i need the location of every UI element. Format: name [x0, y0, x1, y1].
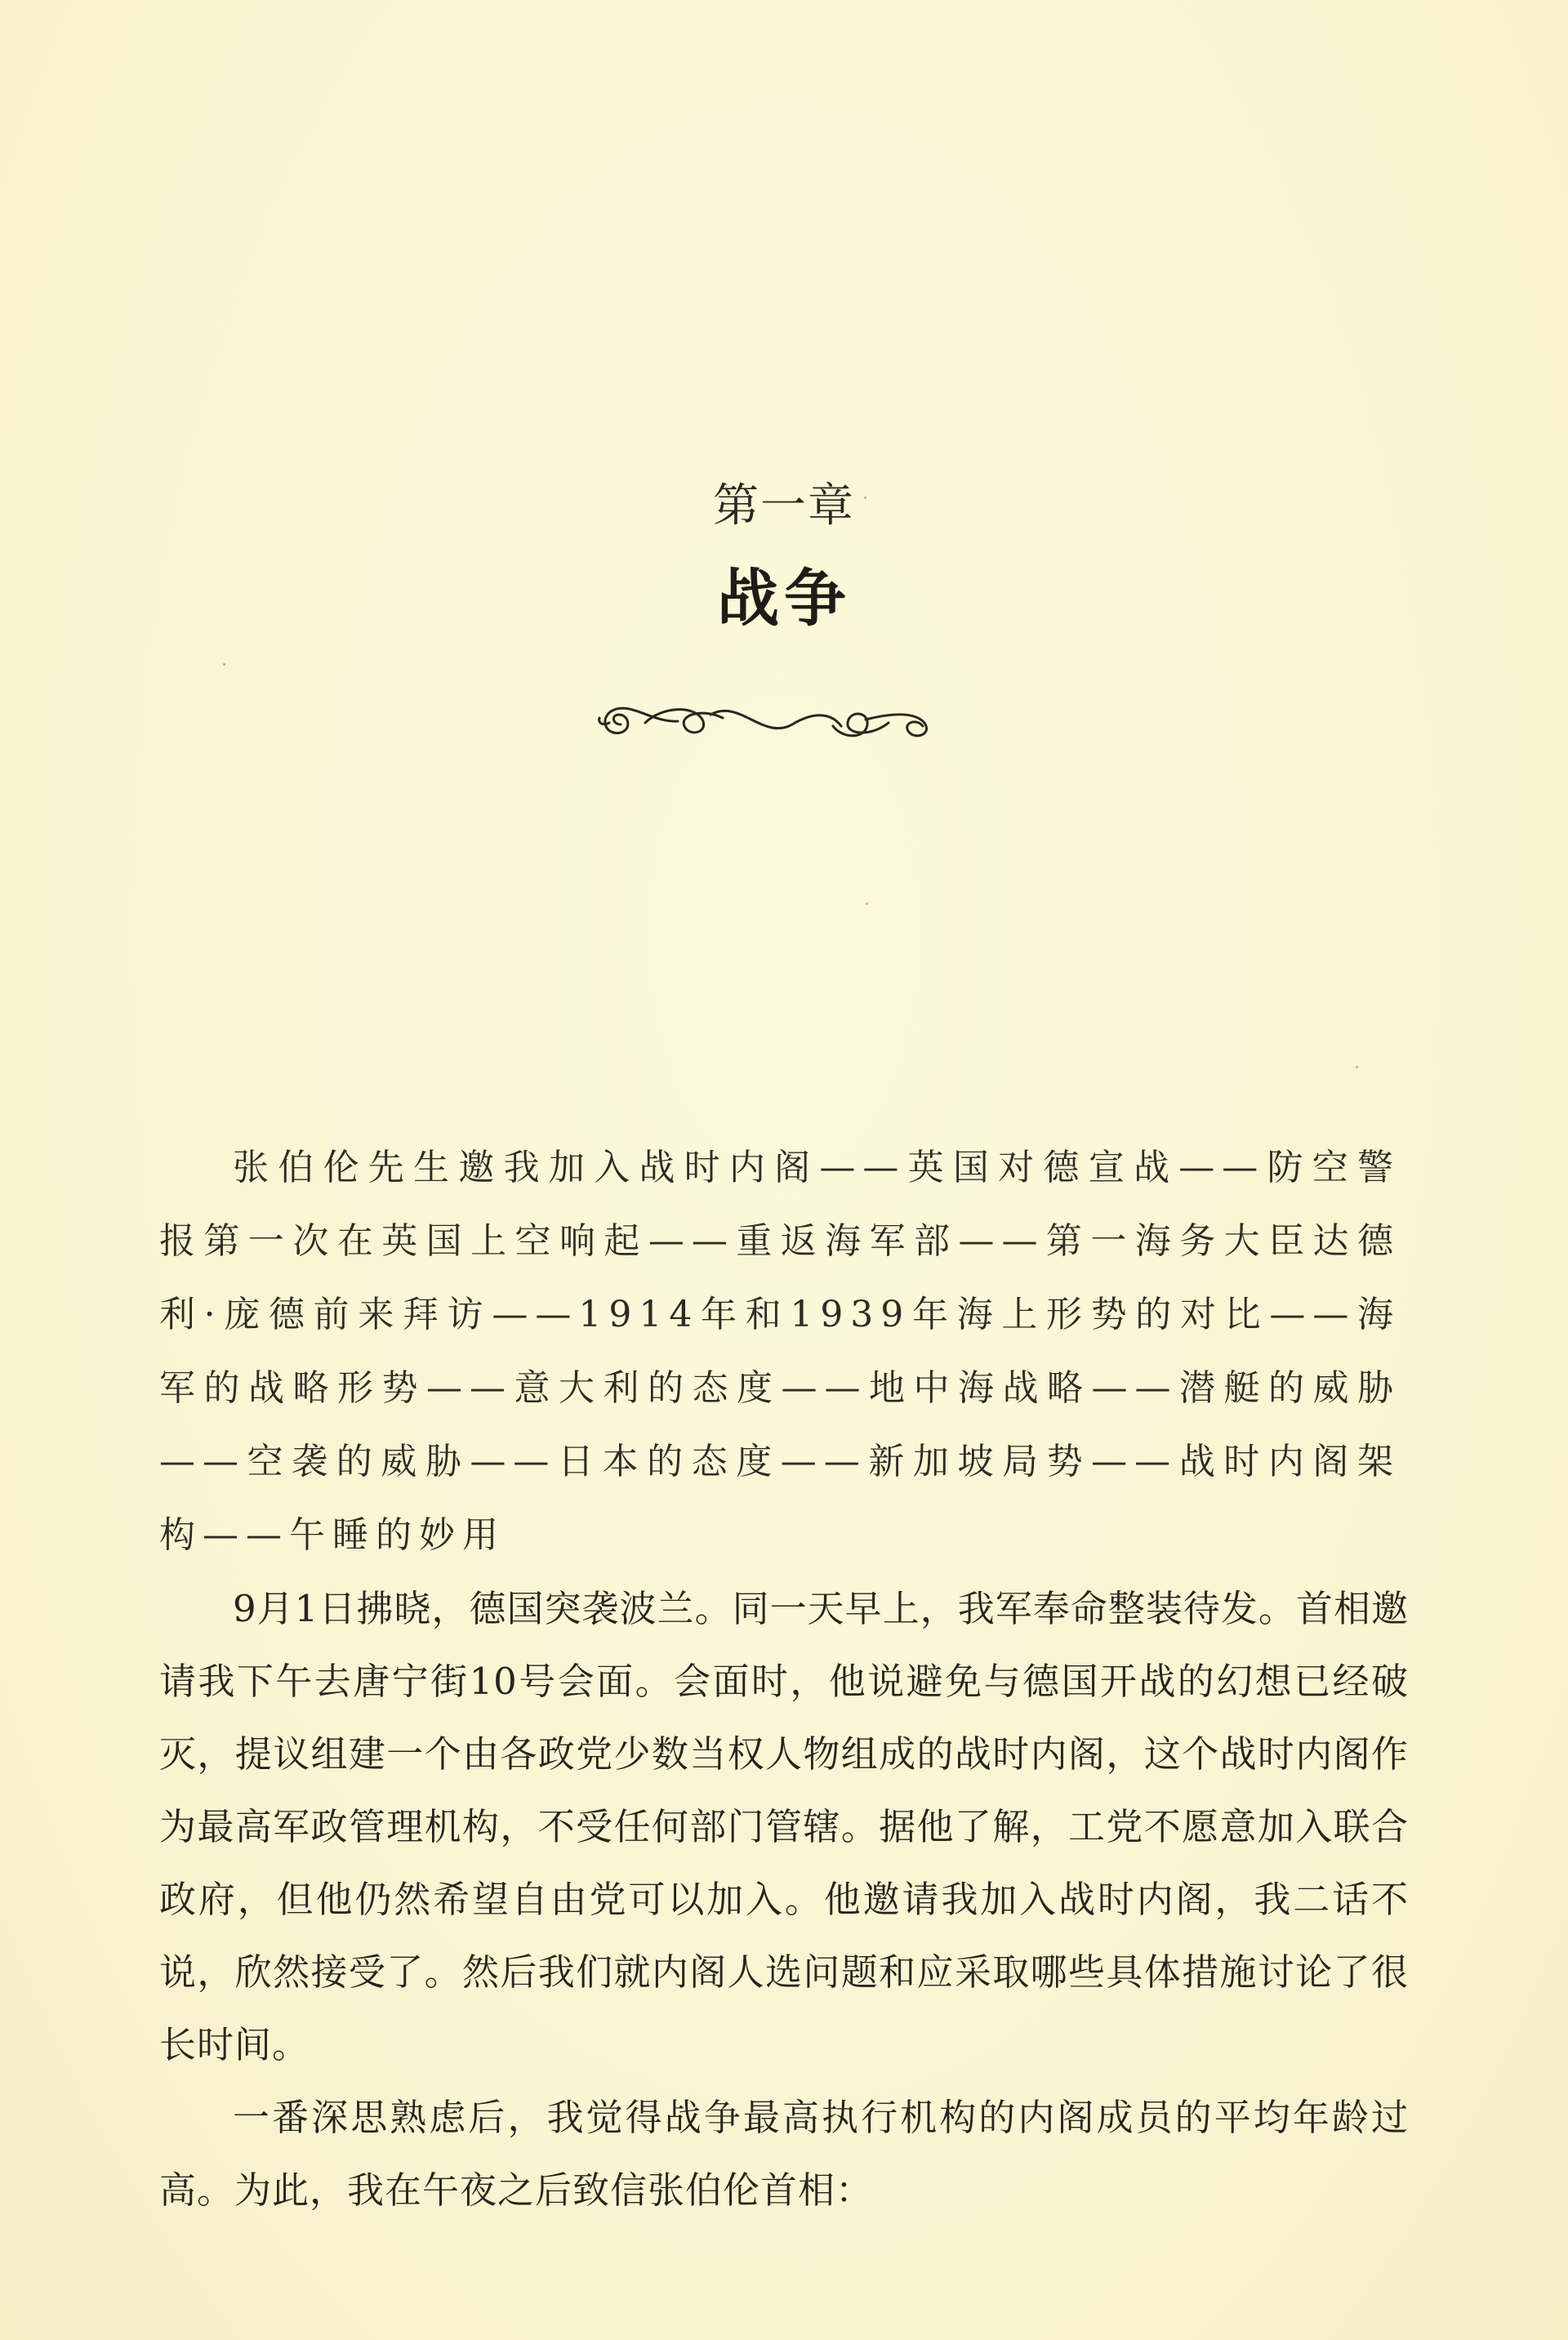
chapter-summary: 张伯伦先生邀我加入战时内阁——英国对德宣战——防空警报第一次在英国上空响起——重返海军部——第一海务大臣达德利·庞德前来拜访——1914年和1939年海上形势的对比——海军的战略形势——意大利的态度——地中海战略——潜艇的威胁——空袭的威胁——日本的态度——新加坡局势——战时内阁架构——午睡的妙用 — [159, 1147, 1401, 1556]
chapter-title: 战争 — [717, 562, 851, 635]
ornament-flourish-icon — [588, 690, 947, 755]
paper-speck — [866, 903, 868, 905]
body-text — [159, 1572, 1409, 2226]
paper-speck — [1356, 1066, 1358, 1068]
paragraph: 一番深思熟虑后，我觉得战争最高执行机构的内阁成员的平均年龄过高。为此，我在午夜之后致信张伯伦首相： — [159, 2096, 1409, 2212]
paragraph: 9月1日拂晓，德国突袭波兰。同一天早上，我军奉命整装待发。首相邀请我下午去唐宁街10号会面。会面时，他说避免与德国开战的幻想已经破灭，提议组建一个由各政党少数当权人物组成的战时内阁，这个战时内阁作为最高军政管理机构，不受任何部门管辖。据他了解，工党不愿意加入联合政府，但他仍然希望自由党可以加入。他邀请我加入战时内阁，我二话不说，欣然接受了。然后我们就内阁人选问题和应采取哪些具体措施讨论了很长时间。 — [159, 1587, 1409, 2066]
paper-speck — [223, 663, 225, 666]
chapter-number: 第一章 — [713, 479, 855, 533]
